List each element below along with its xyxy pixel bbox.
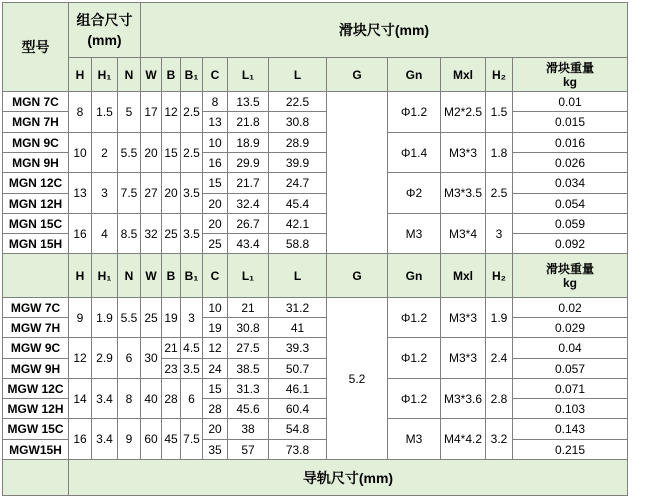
gn-cell: Φ1.2 <box>388 92 441 133</box>
w-cell: 20 <box>141 133 162 173</box>
b1-cell: 6 <box>181 379 203 419</box>
h-cell: 12 <box>69 338 92 379</box>
col-header-w: W <box>141 254 162 298</box>
model-cell: MGW 9H <box>3 359 69 379</box>
weight-cell: 0.016 <box>513 133 628 153</box>
col-header-l: L <box>269 254 327 298</box>
h-cell: 9 <box>69 298 92 338</box>
c-cell: 20 <box>203 194 228 214</box>
gn-cell: Φ2 <box>388 173 441 214</box>
g-cell: 5.2 <box>327 298 388 460</box>
c-cell: 19 <box>203 318 228 338</box>
b-cell: 15 <box>162 133 181 173</box>
b-cell: 28 <box>162 379 181 419</box>
c-cell: 28 <box>203 399 228 419</box>
c-cell: 10 <box>203 298 228 318</box>
l-cell: 45.4 <box>269 194 327 214</box>
b-cell: 21 <box>162 338 181 359</box>
model-cell: MGW 12C <box>3 379 69 399</box>
weight-cell: 0.059 <box>513 214 628 234</box>
l-cell: 54.8 <box>269 419 327 440</box>
b-cell: 12 <box>162 92 181 133</box>
weight-label: 滑块重量 <box>545 60 594 75</box>
weight-cell: 0.029 <box>513 318 628 338</box>
n-cell: 5.5 <box>118 298 141 338</box>
l-cell: 50.7 <box>269 359 327 379</box>
col-header-h1: H₁ <box>92 58 118 92</box>
c-cell: 35 <box>203 440 228 460</box>
b1-cell: 2.5 <box>181 92 203 133</box>
col-header-g: G <box>327 58 388 92</box>
rail-model-blank <box>3 460 69 496</box>
mxl-cell: M3*3 <box>441 338 486 379</box>
w-cell: 17 <box>141 92 162 133</box>
w-cell: 40 <box>141 379 162 419</box>
mxl-cell: M3*3.6 <box>441 379 486 419</box>
l-cell: 30.8 <box>269 112 327 133</box>
l1-cell: 31.3 <box>228 379 269 399</box>
h1-cell: 3 <box>92 173 118 214</box>
col-header-n: N <box>118 58 141 92</box>
l1-cell: 32.4 <box>228 194 269 214</box>
h-cell: 16 <box>69 214 92 254</box>
n-cell: 8 <box>118 379 141 419</box>
h-cell: 14 <box>69 379 92 419</box>
col-header-b1: B₁ <box>181 58 203 92</box>
col-header-l: L <box>269 58 327 92</box>
b1-cell: 7.5 <box>181 419 203 460</box>
model-cell: MGW 12H <box>3 399 69 419</box>
mxl-cell: M4*4.2 <box>441 419 486 460</box>
h1-cell: 1.5 <box>92 92 118 133</box>
h2-cell: 1.5 <box>486 92 513 133</box>
col-header-l1: L₁ <box>228 254 269 298</box>
col-header-mxl: Mxl <box>441 58 486 92</box>
weight-cell: 0.057 <box>513 359 628 379</box>
gn-cell: Φ1.4 <box>388 133 441 173</box>
l-cell: 73.8 <box>269 440 327 460</box>
col-header-h: H <box>69 58 92 92</box>
l-cell: 31.2 <box>269 298 327 318</box>
h1-cell: 3.4 <box>92 379 118 419</box>
model-cell: MGW 7C <box>3 298 69 318</box>
gn-cell: Φ1.2 <box>388 379 441 419</box>
l1-cell: 21 <box>228 298 269 318</box>
l-cell: 24.7 <box>269 173 327 194</box>
l-cell: 22.5 <box>269 92 327 112</box>
n-cell: 7.5 <box>118 173 141 214</box>
col-header-mxl: Mxl <box>441 254 486 298</box>
col-header-b1: B₁ <box>181 254 203 298</box>
weight-cell: 0.02 <box>513 298 628 318</box>
col-header-weight <box>513 58 628 92</box>
model-cell: MGN 15C <box>3 214 69 234</box>
h2-cell: 3.2 <box>486 419 513 460</box>
model-cell: MGN 12H <box>3 194 69 214</box>
model-cell: MGW 7H <box>3 318 69 338</box>
weight-unit: kg <box>562 275 577 290</box>
h1-cell: 4 <box>92 214 118 254</box>
w-cell: 25 <box>141 298 162 338</box>
mxl-cell: M3*3 <box>441 298 486 338</box>
c-cell: 15 <box>203 379 228 399</box>
l-cell: 28.9 <box>269 133 327 153</box>
n-cell: 5 <box>118 92 141 133</box>
h2-cell: 2.8 <box>486 379 513 419</box>
c-cell: 12 <box>203 338 228 359</box>
l1-cell: 18.9 <box>228 133 269 153</box>
l1-cell: 29.9 <box>228 153 269 173</box>
c-cell: 13 <box>203 112 228 133</box>
weight-cell: 0.143 <box>513 419 628 440</box>
col-header-weight <box>513 254 628 298</box>
col-header-b: B <box>162 58 181 92</box>
l1-cell: 57 <box>228 440 269 460</box>
n-cell: 5.5 <box>118 133 141 173</box>
h1-cell: 2 <box>92 133 118 173</box>
rail-size-header: 导轨尺寸(mm) <box>69 460 628 496</box>
l1-cell: 43.4 <box>228 234 269 254</box>
gn-cell: M3 <box>388 419 441 460</box>
l1-cell: 30.8 <box>228 318 269 338</box>
col-header-b: B <box>162 254 181 298</box>
c-cell: 24 <box>203 359 228 379</box>
l1-cell: 38.5 <box>228 359 269 379</box>
l-cell: 60.4 <box>269 399 327 419</box>
l1-cell: 21.8 <box>228 112 269 133</box>
model-cell: MGN 9C <box>3 133 69 153</box>
mxl-cell: M3*3.5 <box>441 173 486 214</box>
h2-cell: 1.9 <box>486 298 513 338</box>
n-cell: 6 <box>118 338 141 379</box>
l-cell: 41 <box>269 318 327 338</box>
c-cell: 8 <box>203 92 228 112</box>
c-cell: 16 <box>203 153 228 173</box>
col-header-h2: H₂ <box>486 58 513 92</box>
h1-cell: 1.9 <box>92 298 118 338</box>
model-cell: MGN 7H <box>3 112 69 133</box>
l1-cell: 13.5 <box>228 92 269 112</box>
mxl-cell: M3*3 <box>441 133 486 173</box>
b-cell: 25 <box>162 214 181 254</box>
weight-cell: 0.026 <box>513 153 628 173</box>
gn-cell: Φ1.2 <box>388 338 441 379</box>
weight-cell: 0.01 <box>513 92 628 112</box>
col-header-gn: Gn <box>388 254 441 298</box>
weight-cell: 0.092 <box>513 234 628 254</box>
b1-cell: 3.5 <box>181 173 203 214</box>
model-header: 型号 <box>3 3 69 92</box>
c-cell: 20 <box>203 214 228 234</box>
mxl-cell: M2*2.5 <box>441 92 486 133</box>
weight-cell: 0.034 <box>513 173 628 194</box>
c-cell: 20 <box>203 419 228 440</box>
model-cell: MGN 7C <box>3 92 69 112</box>
b1-cell: 4.5 <box>181 338 203 359</box>
b-cell: 20 <box>162 173 181 214</box>
weight-label: 滑块重量 <box>545 261 594 276</box>
l-cell: 42.1 <box>269 214 327 234</box>
l1-cell: 26.7 <box>228 214 269 234</box>
spec-table <box>2 2 628 496</box>
l1-cell: 38 <box>228 419 269 440</box>
c-cell: 10 <box>203 133 228 153</box>
model-cell: MGW 9C <box>3 338 69 359</box>
col-header-l1: L₁ <box>228 58 269 92</box>
w-cell: 30 <box>141 338 162 379</box>
b1-cell: 2.5 <box>181 133 203 173</box>
col-header-g: G <box>327 254 388 298</box>
col-header-h1: H₁ <box>92 254 118 298</box>
h-cell: 13 <box>69 173 92 214</box>
weight-cell: 0.054 <box>513 194 628 214</box>
w-cell: 32 <box>141 214 162 254</box>
h1-cell: 2.9 <box>92 338 118 379</box>
model-cell: MGN 15H <box>3 234 69 254</box>
group-size-header: 组合尺寸(mm) <box>69 3 141 58</box>
block-size-header: 滑块尺寸(mm) <box>141 3 628 58</box>
model-header-blank <box>3 254 69 298</box>
l1-cell: 45.6 <box>228 399 269 419</box>
b1-cell: 3.5 <box>181 214 203 254</box>
l-cell: 58.8 <box>269 234 327 254</box>
col-header-h: H <box>69 254 92 298</box>
b1-cell: 3.5 <box>181 359 203 379</box>
b-cell: 45 <box>162 419 181 460</box>
h2-cell: 1.8 <box>486 133 513 173</box>
model-cell: MGN 9H <box>3 153 69 173</box>
h2-cell: 2.4 <box>486 338 513 379</box>
c-cell: 15 <box>203 173 228 194</box>
weight-cell: 0.103 <box>513 399 628 419</box>
gn-cell: Φ1.2 <box>388 298 441 338</box>
l1-cell: 21.7 <box>228 173 269 194</box>
mxl-cell: M3*4 <box>441 214 486 254</box>
l-cell: 39.3 <box>269 338 327 359</box>
c-cell: 25 <box>203 234 228 254</box>
l-cell: 39.9 <box>269 153 327 173</box>
weight-unit: kg <box>562 74 577 89</box>
col-header-n: N <box>118 254 141 298</box>
l-cell: 46.1 <box>269 379 327 399</box>
l1-cell: 27.5 <box>228 338 269 359</box>
col-header-c: C <box>203 58 228 92</box>
n-cell: 8.5 <box>118 214 141 254</box>
n-cell: 9 <box>118 419 141 460</box>
model-cell: MGN 12C <box>3 173 69 194</box>
w-cell: 60 <box>141 419 162 460</box>
h-cell: 16 <box>69 419 92 460</box>
weight-cell: 0.071 <box>513 379 628 399</box>
model-cell: MGW15H <box>3 440 69 460</box>
h-cell: 10 <box>69 133 92 173</box>
col-header-gn: Gn <box>388 58 441 92</box>
w-cell: 27 <box>141 173 162 214</box>
weight-cell: 0.215 <box>513 440 628 460</box>
g-cell <box>327 92 388 254</box>
h2-cell: 3 <box>486 214 513 254</box>
h2-cell: 2.5 <box>486 173 513 214</box>
col-header-w: W <box>141 58 162 92</box>
b-cell: 19 <box>162 298 181 338</box>
h-cell: 8 <box>69 92 92 133</box>
h1-cell: 3.4 <box>92 419 118 460</box>
b-cell: 23 <box>162 359 181 379</box>
weight-cell: 0.015 <box>513 112 628 133</box>
weight-cell: 0.04 <box>513 338 628 359</box>
col-header-h2: H₂ <box>486 254 513 298</box>
model-cell: MGW 15C <box>3 419 69 440</box>
gn-cell: M3 <box>388 214 441 254</box>
col-header-c: C <box>203 254 228 298</box>
b1-cell: 3 <box>181 298 203 338</box>
